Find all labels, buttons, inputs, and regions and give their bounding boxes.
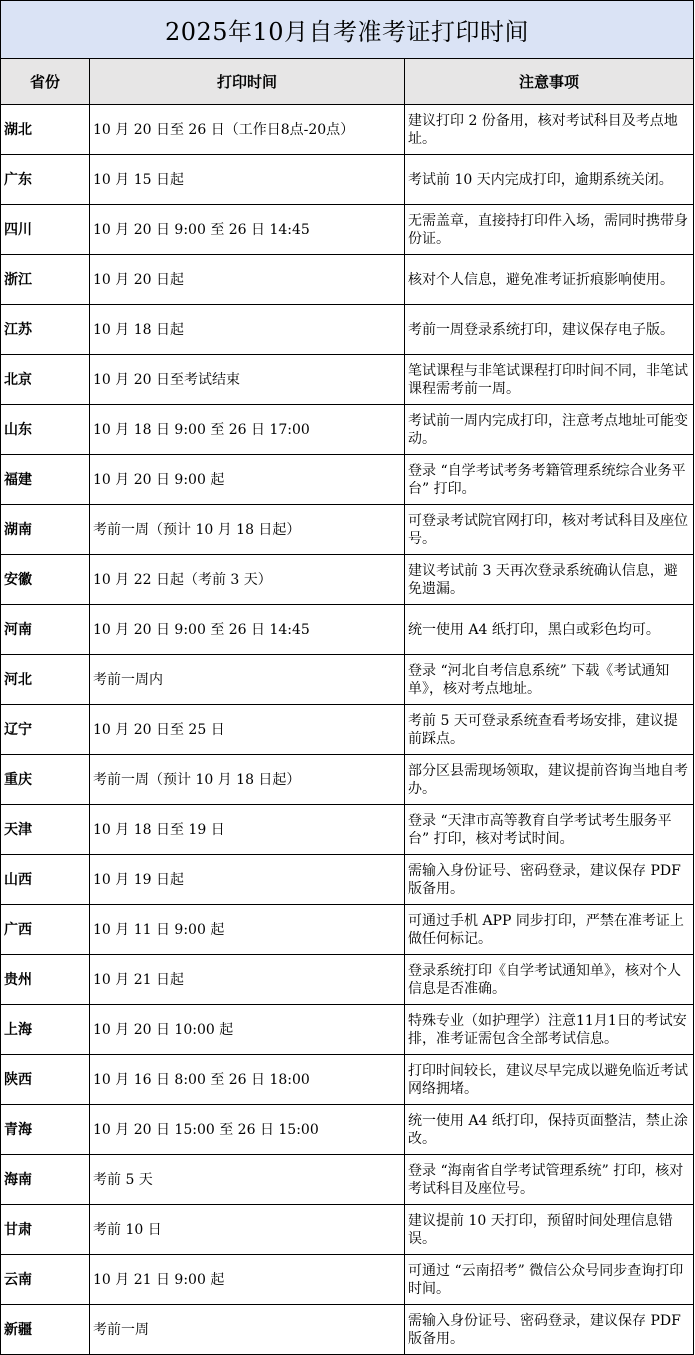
notes-cell: 登录 “海南省自学考试管理系统” 打印，核对考试科目及座位号。 <box>405 1155 694 1205</box>
table-row <box>1 305 694 355</box>
print-time-cell: 10 月 20 日至 25 日 <box>90 705 405 755</box>
print-time-cell: 10 月 20 日 9:00 至 26 日 14:45 <box>90 205 405 255</box>
notes-cell: 可登录考试院官网打印，核对考试科目及座位号。 <box>405 505 694 555</box>
print-time-cell: 考前 5 天 <box>90 1155 405 1205</box>
province-cell: 陕西 <box>1 1055 90 1105</box>
province-cell: 甘肃 <box>1 1205 90 1255</box>
notes-cell: 考试前 10 天内完成打印，逾期系统关闭。 <box>405 155 694 205</box>
province-cell: 辽宁 <box>1 705 90 755</box>
notes-cell: 可通过 “云南招考” 微信公众号同步查询打印时间。 <box>405 1255 694 1305</box>
province-cell: 云南 <box>1 1255 90 1305</box>
province-cell: 广西 <box>1 905 90 955</box>
table-row <box>1 1255 694 1305</box>
table-row <box>1 355 694 405</box>
province-cell: 青海 <box>1 1105 90 1155</box>
print-time-cell: 10 月 19 日起 <box>90 855 405 905</box>
table-row <box>1 805 694 855</box>
header-row <box>1 59 694 105</box>
notes-cell: 建议打印 2 份备用，核对考试科目及考点地址。 <box>405 105 694 155</box>
table-row <box>1 1055 694 1105</box>
notes-cell: 需输入身份证号、密码登录，建议保存 PDF 版备用。 <box>405 855 694 905</box>
notes-cell: 统一使用 A4 纸打印，保持页面整洁，禁止涂改。 <box>405 1105 694 1155</box>
table-row <box>1 605 694 655</box>
print-time-cell: 10 月 21 日起 <box>90 955 405 1005</box>
notes-cell: 特殊专业（如护理学）注意11月1日的考试安排，准考证需包含全部考试信息。 <box>405 1005 694 1055</box>
province-cell: 浙江 <box>1 255 90 305</box>
notes-cell: 笔试课程与非笔试课程打印时间不同，非笔试课程需考前一周。 <box>405 355 694 405</box>
province-cell: 山东 <box>1 405 90 455</box>
province-cell: 山西 <box>1 855 90 905</box>
print-time-cell: 考前一周 <box>90 1305 405 1355</box>
print-time-cell: 10 月 15 日起 <box>90 155 405 205</box>
print-time-cell: 10 月 18 日至 19 日 <box>90 805 405 855</box>
table-row <box>1 905 694 955</box>
print-time-cell: 考前一周（预计 10 月 18 日起） <box>90 755 405 805</box>
table-row <box>1 555 694 605</box>
table-row <box>1 505 694 555</box>
province-cell: 江苏 <box>1 305 90 355</box>
table-row <box>1 1155 694 1205</box>
table-row <box>1 705 694 755</box>
table-row <box>1 1305 694 1355</box>
table-row <box>1 155 694 205</box>
print-time-cell: 10 月 22 日起（考前 3 天） <box>90 555 405 605</box>
province-cell: 福建 <box>1 455 90 505</box>
province-cell: 广东 <box>1 155 90 205</box>
print-time-cell: 10 月 20 日 9:00 至 26 日 14:45 <box>90 605 405 655</box>
table-row <box>1 1205 694 1255</box>
province-cell: 贵州 <box>1 955 90 1005</box>
table-row <box>1 755 694 805</box>
table-title: 2025年10月自考准考证打印时间 <box>1 1 694 59</box>
table-row <box>1 405 694 455</box>
table-row <box>1 855 694 905</box>
province-cell: 湖南 <box>1 505 90 555</box>
print-time-cell: 考前 10 日 <box>90 1205 405 1255</box>
print-time-cell: 10 月 18 日 9:00 至 26 日 17:00 <box>90 405 405 455</box>
notes-cell: 建议考试前 3 天再次登录系统确认信息，避免遗漏。 <box>405 555 694 605</box>
province-cell: 湖北 <box>1 105 90 155</box>
notes-cell: 需输入身份证号、密码登录，建议保存 PDF 版备用。 <box>405 1305 694 1355</box>
province-cell: 北京 <box>1 355 90 405</box>
table-row <box>1 455 694 505</box>
table-row <box>1 105 694 155</box>
province-cell: 天津 <box>1 805 90 855</box>
notes-cell: 登录 “天津市高等教育自学考试考生服务平台” 打印，核对考试时间。 <box>405 805 694 855</box>
province-cell: 河北 <box>1 655 90 705</box>
notes-cell: 考试前一周内完成打印，注意考点地址可能变动。 <box>405 405 694 455</box>
print-time-cell: 考前一周内 <box>90 655 405 705</box>
print-time-cell: 10 月 20 日起 <box>90 255 405 305</box>
notes-cell: 建议提前 10 天打印，预留时间处理信息错误。 <box>405 1205 694 1255</box>
notes-cell: 统一使用 A4 纸打印，黑白或彩色均可。 <box>405 605 694 655</box>
notes-cell: 部分区县需现场领取，建议提前咨询当地自考办。 <box>405 755 694 805</box>
notes-cell: 考前 5 天可登录系统查看考场安排，建议提前踩点。 <box>405 705 694 755</box>
province-cell: 四川 <box>1 205 90 255</box>
print-time-cell: 10 月 20 日至 26 日（工作日8点-20点） <box>90 105 405 155</box>
province-cell: 重庆 <box>1 755 90 805</box>
notes-cell: 无需盖章，直接持打印件入场，需同时携带身份证。 <box>405 205 694 255</box>
table-row <box>1 955 694 1005</box>
table-row <box>1 655 694 705</box>
province-cell: 安徽 <box>1 555 90 605</box>
print-time-cell: 10 月 11 日 9:00 起 <box>90 905 405 955</box>
header-print-time: 打印时间 <box>90 59 405 105</box>
province-cell: 河南 <box>1 605 90 655</box>
print-time-cell: 10 月 18 日起 <box>90 305 405 355</box>
print-time-cell: 10 月 20 日 15:00 至 26 日 15:00 <box>90 1105 405 1155</box>
table-row <box>1 1105 694 1155</box>
print-time-cell: 10 月 20 日 10:00 起 <box>90 1005 405 1055</box>
print-time-cell: 10 月 16 日 8:00 至 26 日 18:00 <box>90 1055 405 1105</box>
table-row <box>1 255 694 305</box>
header-province: 省份 <box>1 59 90 105</box>
table-row <box>1 1005 694 1055</box>
print-time-cell: 考前一周（预计 10 月 18 日起） <box>90 505 405 555</box>
notes-cell: 登录 “河北自考信息系统” 下载《考试通知单》，核对考点地址。 <box>405 655 694 705</box>
notes-cell: 核对个人信息，避免准考证折痕影响使用。 <box>405 255 694 305</box>
print-time-cell: 10 月 20 日 9:00 起 <box>90 455 405 505</box>
notes-cell: 打印时间较长，建议尽早完成以避免临近考试网络拥堵。 <box>405 1055 694 1105</box>
table-row <box>1 205 694 255</box>
notes-cell: 登录 “自学考试考务考籍管理系统综合业务平台” 打印。 <box>405 455 694 505</box>
print-time-cell: 10 月 21 日 9:00 起 <box>90 1255 405 1305</box>
notes-cell: 可通过手机 APP 同步打印，严禁在准考证上做任何标记。 <box>405 905 694 955</box>
province-cell: 新疆 <box>1 1305 90 1355</box>
province-cell: 上海 <box>1 1005 90 1055</box>
notes-cell: 考前一周登录系统打印，建议保存电子版。 <box>405 305 694 355</box>
province-cell: 海南 <box>1 1155 90 1205</box>
print-time-cell: 10 月 20 日至考试结束 <box>90 355 405 405</box>
notes-cell: 登录系统打印《自学考试通知单》，核对个人信息是否准确。 <box>405 955 694 1005</box>
title-row <box>1 1 694 59</box>
header-notes: 注意事项 <box>405 59 694 105</box>
